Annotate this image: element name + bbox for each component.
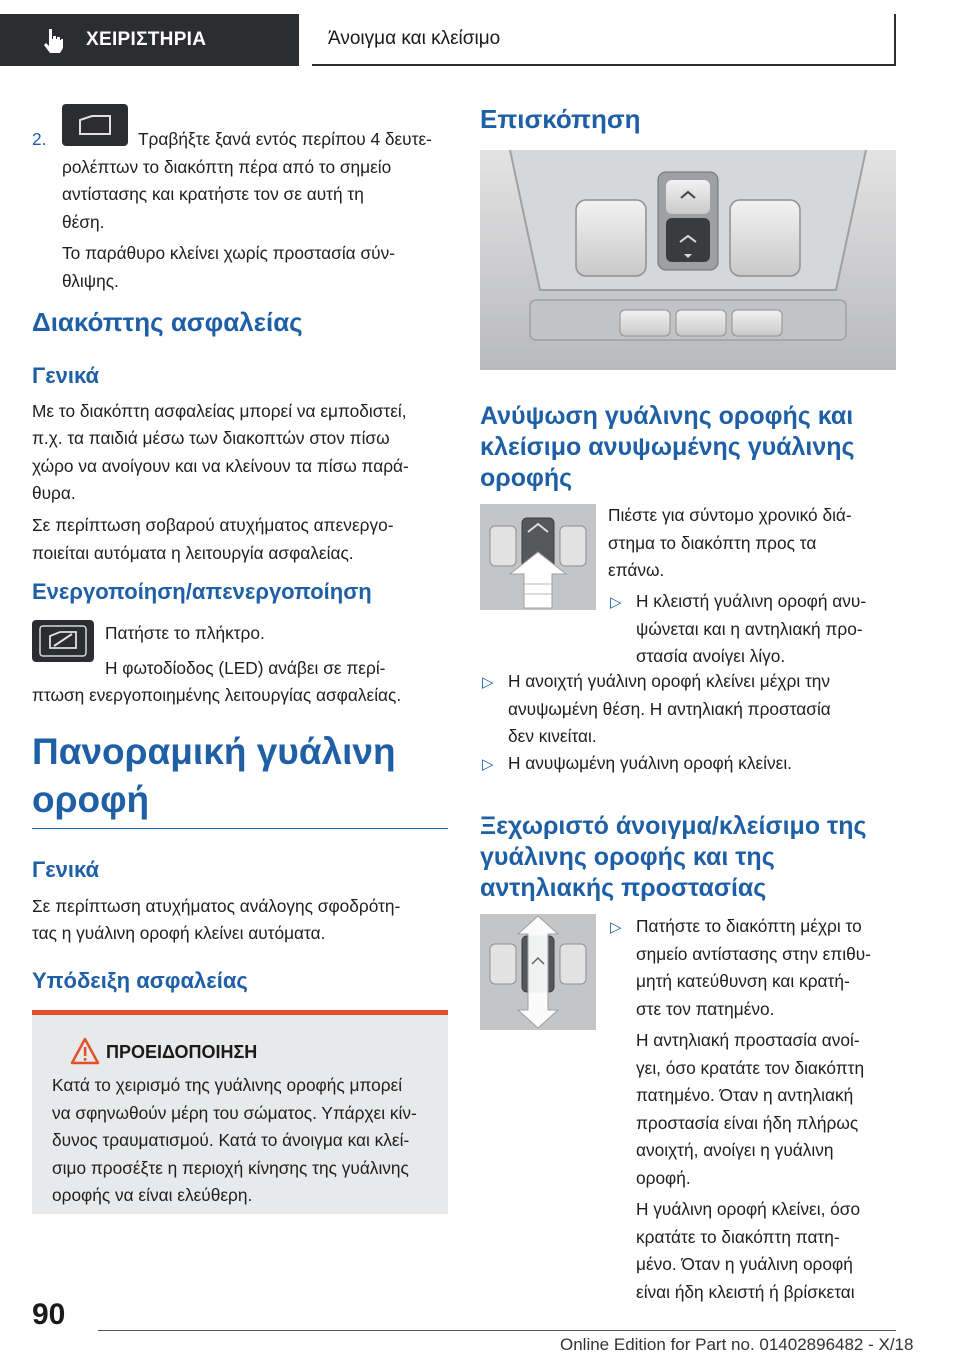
warning-triangle-icon — [70, 1037, 100, 1065]
warning-line: Κατά το χειρισμό της γυάλινης οροφής μπορεί — [52, 1075, 403, 1095]
step2-line-2: ρολέπτων το διακόπτη πέρα από το σημείο — [62, 157, 392, 177]
warning-title: ΠΡΟΕΙΔΟΠΟΙΗΣΗ — [106, 1042, 258, 1062]
footer-divider — [98, 1330, 896, 1331]
raise-heading-line-3: οροφής — [480, 464, 573, 492]
general-line-3: χώρο να ανοίγουν και να κλείνουν τα πίσω παρά- — [32, 456, 409, 476]
panorama-divider — [32, 828, 448, 829]
bullet-triangle-icon: ▷ — [610, 594, 622, 611]
page-number: 90 — [32, 1298, 66, 1331]
sep-p2-line-2: κρατάτε το διακόπτη πατη- — [636, 1227, 840, 1247]
safety-note-heading: Υπόδειξη ασφαλείας — [32, 968, 248, 993]
panorama-heading-line-1: Πανοραμική γυάλινη — [32, 731, 396, 772]
raise-text-1: Πιέστε για σύντομο χρονικό διά- — [608, 505, 852, 525]
hand-pointer-icon — [42, 27, 64, 53]
step-number: 2. — [32, 129, 47, 149]
raise-b2-line-2: ανυψωμένη θέση. Η αντηλιακή προστασία — [508, 699, 831, 719]
sep-p2-line-3: μένο. Όταν η γυάλινη οροφή — [636, 1254, 853, 1274]
raise-text-2: στημα το διακόπτη προς τα — [608, 533, 817, 553]
sep-b1-line-2: σημείο αντίστασης στην επιθυ- — [636, 944, 871, 964]
step2-line-4: θέση. — [62, 212, 105, 232]
warning-box — [32, 1010, 448, 1214]
general-line-2: π.χ. τα παιδιά μέσω των διακοπτών στον πίσω — [32, 428, 390, 448]
raise-b1-line-2: ψώνεται και η αντηλιακή προ- — [636, 619, 863, 639]
switch-updown-photo — [480, 914, 596, 1030]
footer-edition: Online Edition for Part no. 01402896482 - X/18 — [560, 1335, 914, 1354]
header-section-tab[interactable] — [0, 14, 299, 66]
press-key-text: Πατήστε το πλήκτρο. — [105, 623, 265, 643]
general2-line-2: τας η γυάλινη οροφή κλείνει αυτόματα. — [32, 923, 326, 943]
panorama-heading-line-2: οροφή — [32, 779, 150, 820]
switch-up-photo — [480, 504, 596, 610]
warning-line: οροφής να είναι ελεύθερη. — [52, 1185, 253, 1206]
raise-heading-line-1: Ανύψωση γυάλινης οροφής και — [480, 402, 854, 430]
bullet-triangle-icon: ▷ — [482, 674, 494, 691]
sep-p2-line-1: Η γυάλινη οροφή κλείνει, όσο — [636, 1199, 861, 1219]
general-line-4: θυρα. — [32, 483, 76, 503]
led-line-1: Η φωτοδίοδος (LED) ανάβει σε περί- — [105, 658, 386, 678]
raise-text-3: επάνω. — [608, 560, 665, 580]
warning-body — [52, 1072, 436, 1210]
general-heading: Γενικά — [32, 363, 100, 388]
header-chapter-tab[interactable] — [312, 14, 896, 66]
header-section-title: ΧΕΙΡΙΣΤΗΡΙΑ — [86, 29, 207, 50]
overview-heading: Επισκόπηση — [480, 104, 641, 134]
warning-line: να σφηνωθούν μέρη του σώματος. Υπάρχει κίν- — [52, 1102, 417, 1123]
roof-console-photo — [480, 150, 896, 370]
sep-p1-line-2: γει, όσο κρατάτε τον διακόπτη — [636, 1058, 865, 1078]
general-line-1: Με το διακόπτη ασφαλείας μπορεί να εμποδιστεί, — [32, 401, 407, 421]
sep-b1-line-1: Πατήστε το διακόπτη μέχρι το — [636, 916, 862, 936]
sep-b1-line-4: στε τον πατημένο. — [636, 999, 775, 1019]
sep-p1-line-3: πατημένο. Όταν η αντηλιακή — [636, 1085, 854, 1105]
separate-heading-line-3: αντηλιακής προστασίας — [480, 874, 767, 902]
general2-line-1: Σε περίπτωση ατυχήματος ανάλογης σφοδρότη- — [32, 896, 401, 916]
step2-line-3: αντίστασης και κρατήστε τον σε αυτή τη — [62, 184, 364, 204]
separate-heading-line-2: γυάλινης οροφής και της — [480, 843, 775, 871]
step2-line-1: Τραβήξτε ξανά εντός περίπου 4 δευτε- — [138, 129, 432, 149]
header-chapter-title: Άνοιγμα και κλείσιμο — [328, 28, 501, 49]
sep-p1-line-1: Η αντηλιακή προστασία ανοί- — [636, 1030, 860, 1050]
raise-b1-line-3: στασία ανοίγει λίγο. — [636, 646, 786, 666]
sep-p1-line-4: προστασία είναι ήδη πλήρως — [636, 1113, 859, 1133]
raise-b2-line-3: δεν κινείται. — [508, 726, 597, 746]
step2-result-1: Το παράθυρο κλείνει χωρίς προστασία σύν- — [62, 243, 395, 263]
raise-heading-line-2: κλείσιμο ανυψωμένης γυάλινης — [480, 433, 855, 461]
raise-b2-line-1: Η ανοιχτή γυάλινη οροφή κλείνει μέχρι την — [508, 671, 831, 691]
warning-line: σιμο προσέξτε η περιοχή κίνησης της γυάλινης — [52, 1157, 409, 1178]
sep-p1-line-5: ανοιχτή, ανοίγει η γυάλινη — [636, 1140, 834, 1160]
sep-p2-line-4: είναι ήδη κλειστή ή βρίσκεται — [636, 1282, 855, 1302]
led-line-2: πτωση ενεργοποιημένης λειτουργίας ασφαλείας. — [32, 685, 402, 705]
child-lock-icon — [32, 620, 94, 662]
general2-heading: Γενικά — [32, 857, 100, 882]
warning-line: δυνος τραυματισμού. Κατά το άνοιγμα και κλεί- — [52, 1130, 410, 1151]
raise-b1-line-1: Η κλειστή γυάλινη οροφή ανυ- — [636, 591, 867, 611]
safety-switch-heading: Διακόπτης ασφαλείας — [32, 307, 303, 337]
activation-heading: Ενεργοποίηση/απενεργοποίηση — [32, 579, 372, 604]
window-switch-icon — [62, 104, 128, 146]
raise-b3-line-1: Η ανυψωμένη γυάλινη οροφή κλείνει. — [508, 753, 792, 773]
bullet-triangle-icon: ▷ — [610, 919, 622, 936]
sep-p1-line-6: οροφή. — [636, 1168, 691, 1188]
separate-heading-line-1: Ξεχωριστό άνοιγμα/κλείσιμο της — [480, 812, 867, 840]
sep-b1-line-3: μητή κατεύθυνση και κρατή- — [636, 971, 850, 991]
accident-line-1: Σε περίπτωση σοβαρού ατυχήματος απενεργο- — [32, 515, 394, 535]
step2-result-2: θλιψης. — [62, 271, 119, 291]
accident-line-2: ποιείται αυτόματα η λειτουργία ασφαλείας. — [32, 543, 354, 563]
bullet-triangle-icon: ▷ — [482, 756, 494, 773]
